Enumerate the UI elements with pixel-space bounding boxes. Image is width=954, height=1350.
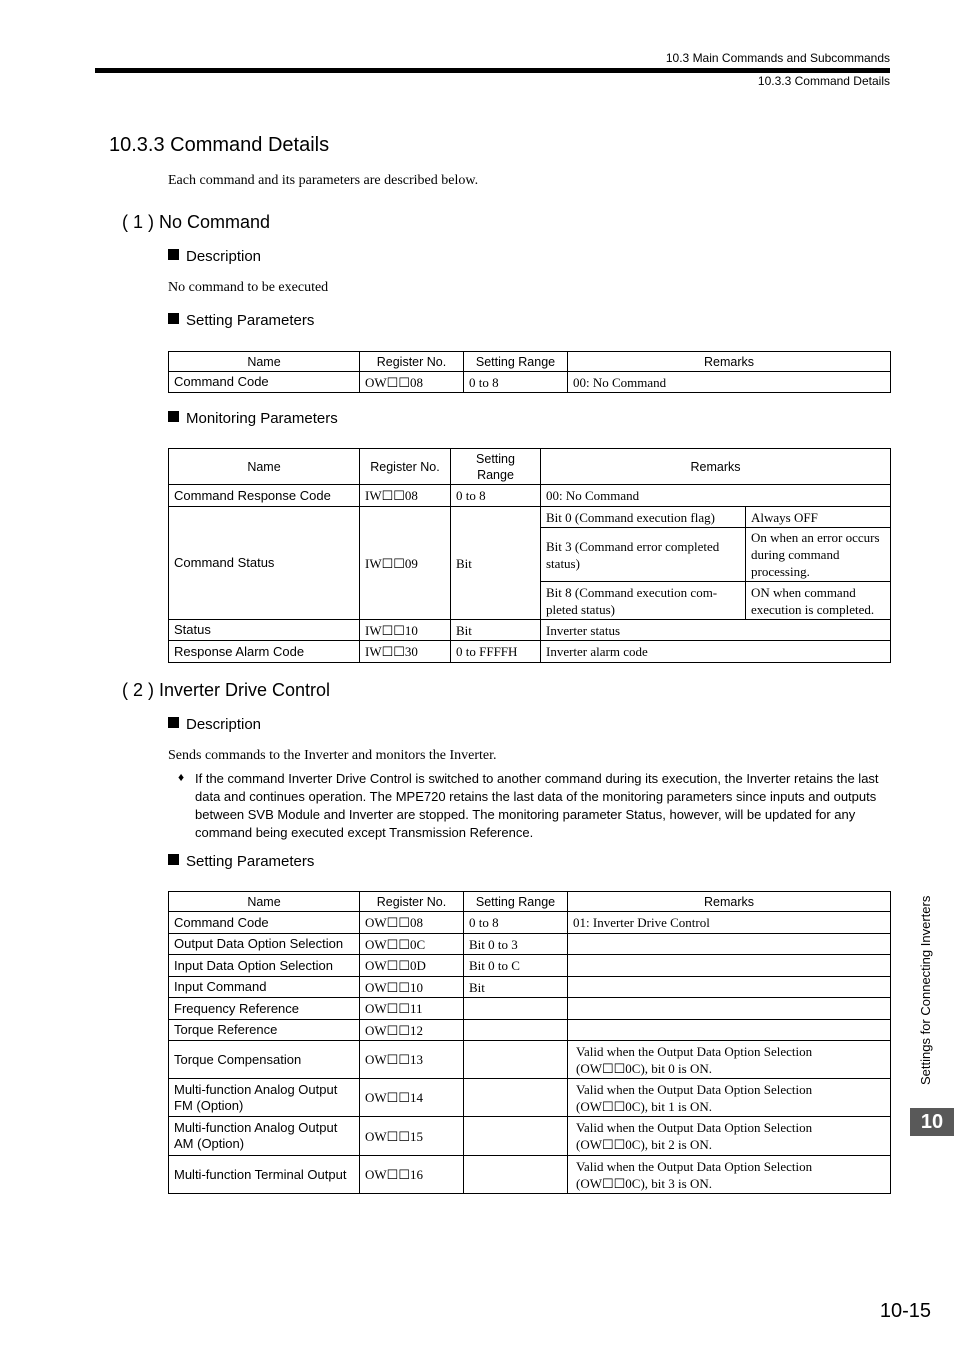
cell-name: Response Alarm Code	[169, 641, 360, 663]
cell-range: 0 to 8	[464, 372, 568, 393]
cell-name: Output Data Option Selection	[169, 934, 360, 955]
side-chapter-label: Settings for Connecting Inverters	[918, 895, 933, 1085]
table-row	[169, 507, 891, 528]
cell-register: IW☐☐30	[360, 641, 451, 663]
cell-remarks: Inverter alarm code	[541, 641, 891, 663]
description-text-1: No command to be executed	[168, 280, 329, 295]
setting-parameters-table-2	[168, 891, 891, 1194]
bullet-icon: ♦	[178, 770, 185, 784]
cell-bit-remarks: Always OFF	[746, 507, 891, 528]
cell-remarks: Valid when the Output Data Option Selection (OW☐☐0C), bit 0 is ON.	[568, 1041, 891, 1079]
bullet-note: If the command Inverter Drive Control is switched to another command during its execution, the Inverter retains the last data and continues operation. The MPE720 retains the last data of the monitoring parameters since inputs and outputs between SVB Module and Inverter are stopped. The monitoring parameter Status, however, will be updated for any command being executed except Transmission Reference.	[195, 771, 879, 840]
cell-name: Status	[169, 620, 360, 641]
cell-range: Bit 0 to C	[464, 955, 568, 977]
cell-range	[464, 1020, 568, 1041]
table-row	[169, 1041, 891, 1079]
cell-range: Bit	[451, 507, 541, 620]
cell-remarks	[568, 998, 891, 1020]
square-bullet-icon	[168, 313, 179, 324]
running-header-subsection: 10.3.3 Command Details	[757, 74, 890, 88]
cell-register: OW☐☐08	[360, 912, 464, 934]
running-header-section: 10.3 Main Commands and Subcommands	[665, 51, 890, 65]
column-header: Remarks	[568, 892, 891, 912]
cell-name: Torque Reference	[169, 1020, 360, 1041]
cell-register: OW☐☐16	[360, 1156, 464, 1194]
column-header: Setting Range	[464, 892, 568, 912]
cell-remarks	[568, 977, 891, 998]
table-row	[169, 955, 891, 977]
cell-register: OW☐☐15	[360, 1117, 464, 1156]
cell-remarks	[568, 1020, 891, 1041]
cell-bit: Bit 3 (Command error completed status)	[541, 528, 746, 582]
square-bullet-icon	[168, 854, 179, 865]
heading-inverter-drive-control: ( 2 ) Inverter Drive Control	[122, 680, 331, 700]
cell-range: 0 to 8	[451, 485, 541, 507]
cell-name: Multi-function Analog Output AM (Option)	[169, 1117, 360, 1156]
cell-name: Command Code	[169, 372, 360, 393]
cell-name: Torque Compensation	[169, 1041, 360, 1079]
cell-remarks: Valid when the Output Data Option Selection (OW☐☐0C), bit 2 is ON.	[568, 1117, 891, 1156]
table-row	[169, 620, 891, 641]
cell-range: 0 to FFFFH	[451, 641, 541, 663]
table-header-row	[169, 892, 891, 912]
table-header-row	[169, 449, 891, 485]
cell-name: Input Data Option Selection	[169, 955, 360, 977]
cell-range	[464, 998, 568, 1020]
page-number: 10-15	[879, 1300, 931, 1322]
column-header: Remarks	[541, 449, 891, 485]
header-rule	[95, 68, 890, 73]
cell-range: Bit 0 to 3	[464, 934, 568, 955]
square-bullet-icon	[168, 411, 179, 422]
cell-remarks: 00: No Command	[568, 372, 891, 393]
cell-name: Multi-function Analog Output FM (Option)	[169, 1079, 360, 1117]
heading-description-1: Description	[168, 248, 261, 265]
cell-register: OW☐☐12	[360, 1020, 464, 1041]
cell-remarks: 00: No Command	[541, 485, 891, 507]
cell-remarks	[568, 934, 891, 955]
table-row	[169, 998, 891, 1020]
monitoring-parameters-table	[168, 448, 891, 663]
cell-range: Bit	[464, 977, 568, 998]
heading-setting-parameters-2: Setting Parameters	[168, 853, 314, 870]
square-bullet-icon	[168, 249, 179, 260]
heading-description-2: Description	[168, 716, 261, 733]
cell-bit-remarks: ON when command execution is completed.	[746, 582, 891, 620]
cell-register: OW☐☐14	[360, 1079, 464, 1117]
setting-parameters-table-1	[168, 351, 891, 393]
cell-register: IW☐☐10	[360, 620, 451, 641]
cell-register: IW☐☐09	[360, 507, 451, 620]
cell-remarks: Inverter status	[541, 620, 891, 641]
column-header: Remarks	[568, 352, 891, 372]
table-row	[169, 934, 891, 955]
heading-no-command: ( 1 ) No Command	[122, 212, 271, 232]
cell-bit: Bit 8 (Command execution com-pleted status)	[541, 582, 746, 620]
table-row	[169, 1117, 891, 1156]
section-title: 10.3.3 Command Details	[109, 134, 330, 156]
column-header: Register No.	[360, 352, 464, 372]
square-bullet-icon	[168, 717, 179, 728]
cell-name: Command Status	[169, 507, 360, 620]
cell-register: OW☐☐11	[360, 998, 464, 1020]
cell-remarks: Valid when the Output Data Option Selection (OW☐☐0C), bit 1 is ON.	[568, 1079, 891, 1117]
heading-setting-parameters-1: Setting Parameters	[168, 312, 314, 329]
cell-name: Frequency Reference	[169, 998, 360, 1020]
cell-name: Command Code	[169, 912, 360, 934]
column-header: Setting Range	[464, 352, 568, 372]
cell-range	[464, 1156, 568, 1194]
cell-remarks: Valid when the Output Data Option Selection (OW☐☐0C), bit 3 is ON.	[568, 1156, 891, 1194]
cell-remarks: 01: Inverter Drive Control	[568, 912, 891, 934]
table-row	[169, 641, 891, 663]
cell-range	[464, 1079, 568, 1117]
cell-register: IW☐☐08	[360, 485, 451, 507]
table-row	[169, 372, 891, 393]
cell-bit: Bit 0 (Command execution flag)	[541, 507, 746, 528]
cell-register: OW☐☐10	[360, 977, 464, 998]
heading-monitoring-parameters: Monitoring Parameters	[168, 410, 338, 427]
column-header: Name	[169, 449, 360, 485]
cell-name: Multi-function Terminal Output	[169, 1156, 360, 1194]
table-row	[169, 1079, 891, 1117]
description-text-2: Sends commands to the Inverter and monitors the Inverter.	[168, 748, 497, 763]
cell-register: OW☐☐0D	[360, 955, 464, 977]
chapter-tab: 10	[910, 1108, 954, 1136]
table-row	[169, 1020, 891, 1041]
column-header: Name	[169, 892, 360, 912]
column-header: Register No.	[360, 449, 451, 485]
cell-register: OW☐☐0C	[360, 934, 464, 955]
cell-range: Bit	[451, 620, 541, 641]
cell-name: Command Response Code	[169, 485, 360, 507]
cell-name: Input Command	[169, 977, 360, 998]
table-row	[169, 912, 891, 934]
cell-register: OW☐☐13	[360, 1041, 464, 1079]
column-header: Register No.	[360, 892, 464, 912]
table-row	[169, 977, 891, 998]
cell-remarks	[568, 955, 891, 977]
cell-range: 0 to 8	[464, 912, 568, 934]
table-row	[169, 1156, 891, 1194]
intro-text: Each command and its parameters are described below.	[168, 173, 479, 188]
cell-bit-remarks: On when an error occurs during command processing.	[746, 528, 891, 582]
table-header-row	[169, 352, 891, 372]
cell-range	[464, 1117, 568, 1156]
table-row	[169, 485, 891, 507]
cell-range	[464, 1041, 568, 1079]
column-header: Name	[169, 352, 360, 372]
cell-register: OW☐☐08	[360, 372, 464, 393]
column-header: Setting Range	[451, 449, 541, 485]
